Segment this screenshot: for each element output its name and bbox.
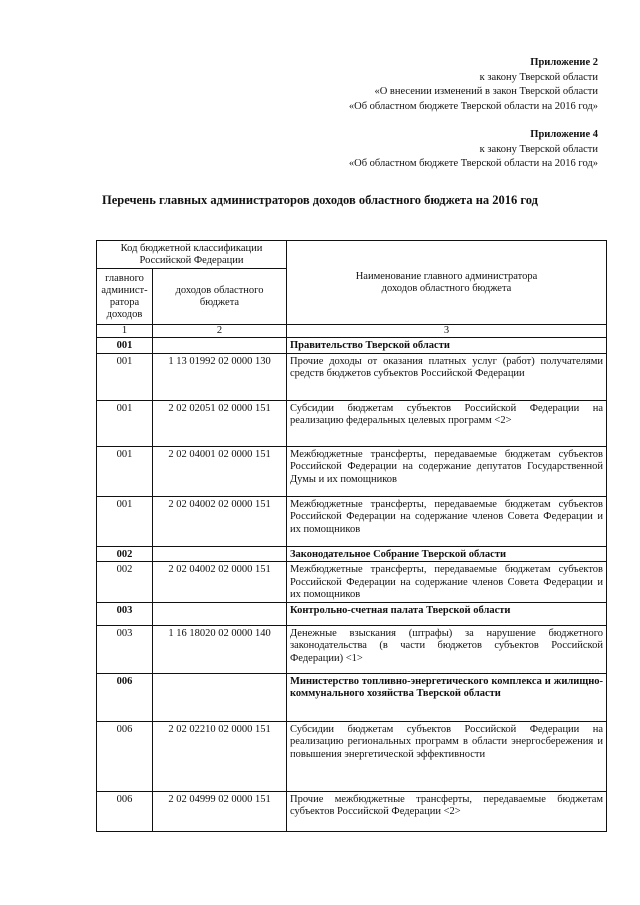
administrator-name-cell: Контрольно-счетная палата Тверской области	[287, 602, 607, 625]
admin-code-cell: 006	[97, 791, 153, 831]
admin-code-cell: 001	[97, 400, 153, 446]
income-code-cell	[153, 602, 287, 625]
admin-code-cell: 001	[97, 353, 153, 400]
income-code-cell	[153, 338, 287, 354]
admin-code-cell: 001	[97, 446, 153, 496]
table-row	[97, 673, 607, 721]
admin-code-cell: 003	[97, 625, 153, 673]
appendix-2-header	[349, 56, 598, 114]
administrator-name-cell: Прочие межбюджетные трансферты, передаваемые бюджетам субъектов Российской Федерации <2>	[287, 791, 607, 831]
income-code-cell: 1 16 18020 02 0000 140	[153, 625, 287, 673]
table-row	[97, 602, 607, 625]
col-number: 1	[97, 325, 153, 338]
administrator-name-cell: Правительство Тверской области	[287, 338, 607, 354]
administrator-name-cell: Денежные взыскания (штрафы) за нарушение бюджетного законодательства (в части бюджетов субъектов Российской Федерации) <1>	[287, 625, 607, 673]
table-row	[97, 338, 607, 354]
col-number: 2	[153, 325, 287, 338]
table-row	[97, 562, 607, 603]
admin-code-cell: 001	[97, 338, 153, 354]
administrator-name-cell: Субсидии бюджетам субъектов Российской Федерации на реализацию региональных программ в области энергосбережения и повышения энергетической эффективности	[287, 721, 607, 791]
appendix-2-line: «Об областном бюджете Тверской области на 2016 год»	[348, 100, 598, 112]
income-code-cell: 2 02 04999 02 0000 151	[153, 791, 287, 831]
table-row	[97, 446, 607, 496]
income-code-header: доходов областного бюджета	[153, 269, 287, 325]
admin-code-cell: 006	[97, 673, 153, 721]
income-code-cell: 2 02 04002 02 0000 151	[153, 562, 287, 603]
kbk-header: Код бюджетной классификации Российской Федерации	[97, 241, 287, 269]
administrator-name-cell: Межбюджетные трансферты, передаваемые бюджетам субъектов Российской Федерации на содержание депутатов Государственной Думы и их помощников	[287, 446, 607, 496]
table-row	[97, 546, 607, 562]
income-code-cell	[153, 546, 287, 562]
income-code-cell: 2 02 04001 02 0000 151	[153, 446, 287, 496]
appendix-4-line: «Об областном бюджете Тверской области на 2016 год»	[348, 158, 598, 169]
administrators-table	[96, 240, 607, 832]
appendix-2-line: к закону Тверской области	[479, 71, 598, 83]
admin-code-cell: 006	[97, 721, 153, 791]
appendix-4-header	[349, 128, 598, 172]
table-row	[97, 791, 607, 831]
name-header: Наименование главного администратора доходов областного бюджета	[287, 241, 607, 325]
admin-code-cell: 001	[97, 496, 153, 546]
administrator-name-cell: Министерство топливно-энергетического комплекса и жилищно-коммунального хозяйства Тверской области	[287, 673, 607, 721]
administrator-name-cell: Субсидии бюджетам субъектов Российской Федерации на реализацию федеральных целевых программ <2>	[287, 400, 607, 446]
income-code-cell: 1 13 01992 02 0000 130	[153, 353, 287, 400]
appendix-2-line: «О внесении изменений в закон Тверской области	[374, 86, 598, 97]
table-row	[97, 400, 607, 446]
income-code-cell: 2 02 02051 02 0000 151	[153, 400, 287, 446]
administrator-name-cell: Законодательное Собрание Тверской области	[287, 546, 607, 562]
table-row	[97, 625, 607, 673]
col-number: 3	[287, 325, 607, 338]
administrator-name-cell: Межбюджетные трансферты, передаваемые бюджетам субъектов Российской Федерации на содержание членов Совета Федерации и их помощников	[287, 496, 607, 546]
admin-code-cell: 002	[97, 562, 153, 603]
income-code-cell: 2 02 02210 02 0000 151	[153, 721, 287, 791]
administrator-name-cell: Межбюджетные трансферты, передаваемые бюджетам субъектов Российской Федерации на содержание членов Совета Федерации и их помощников	[287, 562, 607, 603]
income-code-cell	[153, 673, 287, 721]
appendix-2-title: Приложение 2	[530, 57, 598, 68]
table-row	[97, 721, 607, 791]
table-row	[97, 496, 607, 546]
table-row	[97, 353, 607, 400]
appendix-4-line: к закону Тверской области	[479, 143, 598, 155]
administrator-name-cell: Прочие доходы от оказания платных услуг (работ) получателями средств бюджетов субъектов Российской Федерации	[287, 353, 607, 400]
admin-code-cell: 003	[97, 602, 153, 625]
income-code-cell: 2 02 04002 02 0000 151	[153, 496, 287, 546]
admin-code-cell: 002	[97, 546, 153, 562]
document-title: Перечень главных администраторов доходов областного бюджета на 2016 год	[102, 193, 538, 207]
admin-code-header: главного админист-ратора доходов	[97, 269, 153, 325]
appendix-4-title: Приложение 4	[530, 129, 598, 140]
